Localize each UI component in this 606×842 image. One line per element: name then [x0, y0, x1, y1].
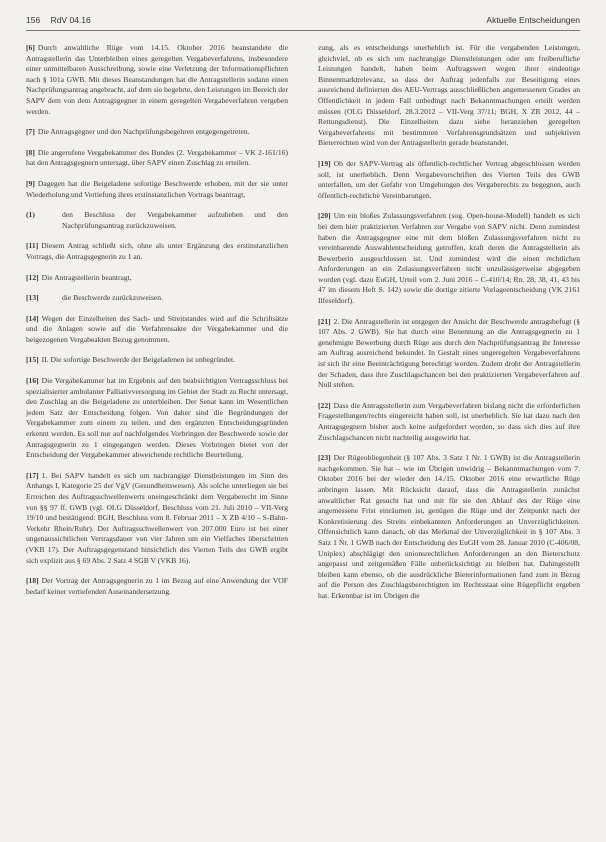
paragraph-number: [9] — [26, 178, 35, 188]
paragraph — [318, 317, 580, 391]
paragraph-text: Die Antragsgegner und den Nachprüfungsbegehren entgegengetreten. — [37, 127, 250, 137]
paragraph-number: [11] — [26, 241, 39, 251]
section-title: Aktuelle Entscheidungen — [486, 15, 580, 25]
paragraph — [26, 241, 288, 262]
paragraph-number: [18] — [26, 576, 39, 586]
sub-item-number: [13] — [26, 293, 39, 303]
paragraph-text: II. Die sofortige Beschwerde der Beigeladenen ist unbegründet. — [41, 355, 236, 365]
sub-item — [26, 210, 288, 231]
paragraph-text: Dagegen hat die Beigeladene sofortige Beschwerde erhoben, mit der sie unter Wiederholung und Vertiefung ihres erstinstanzlichen Vortrags beantragt, — [26, 178, 288, 199]
paragraph — [26, 273, 288, 284]
header-left — [26, 15, 99, 25]
paragraph-text: zung, als es entscheidungs unerheblich ist. Für die vergabenden Leistungen, gleichviel, ob es sich um nachrangige Dienstleistungen oder um freiberufliche Leistungen handelt, haben beim Auftragswert wegen ihrer eindeutige Binnenmarktrelevanz, so dass der Auftrag jedenfalls zur Beseitigung eines ausreichend definierten des AEU-Vertrags ausschließlichen angemessenen Grades an Öffentlichkeit in jedem Fall unbedingt nach Bekanntmachungen erteilt werden müssen (OLG Düsseldorf, 28.3.2012 – VII-Verg 37/11; BGH, X ZR 2012, 44 – Rettungsdienst). Die Einzelheiten dazu siehe heranziehen geregelten Vergabeverfahrens mit bestimmten Verfahrensgrundsätzen und subjektiven Bieterrechten wird von der Antragstellerin gerade beanstandet. — [318, 43, 580, 148]
paragraph — [26, 576, 288, 597]
paragraph — [26, 355, 288, 366]
paragraph — [318, 453, 580, 601]
paragraph — [26, 179, 288, 200]
paragraph-number: [7] — [26, 127, 35, 137]
paragraph-text: 2. Die Antragstellerin ist entgegen der Ansicht der Beschwerde antragsbefugt (§ 107 Abs. 2 GWB). Sie hat durch eine Benennung an die Antragsgegnerin zu 1 genehmigte Bewerbung durch Rüge aus durch den Nachprüfungsantrag ihr Interesse am Auftrag ausreichend bekundet. In Gestalt eines ungeregelten Vergabeverfahrens ist sich ihr eine Beeinträchtigung berechtigt worden. Zudem droht der Antragstellerin der Schaden, dass ihre Zuschlagschancen bei den praktizierten Vergabeverfahren auf Null stehen. — [318, 316, 580, 390]
paragraph-number: [19] — [318, 158, 331, 168]
paragraph — [26, 471, 288, 566]
paragraph-number: [16] — [26, 376, 39, 386]
paragraph — [26, 127, 288, 138]
paragraph — [318, 211, 580, 306]
paragraph-text: 1. Bei SAPV handelt es sich um nachrangige Dienstleistungen im Sinn des Anhangs I, Kategorie 25 der VgV (Gesundheitswesen). Als solche unterliegen sie bei Erreichen des Auftragsschwellenwerts uneingeschränkt dem Vergaberecht im Sinne von §§ 97 ff. GWB (vgl. OLG Düsseldorf, Beschluss vom 21. Juli 2010 – VII-Verg 19/10 und bestätigend: BGH, Beschluss vom 8. Februar 2011 – X ZB 4/10 – S-Bahn-Verkehr Rhein/Ruhr). Der Auftragsschwellenwert von 207.000 Euro ist bei einer ungenaussichtlichen Vertragsdauer von vier Jahren um ein Vielfaches überschritten (VKB 17). Der Auftragsgegenstand hinsichtlich des Vierten Teils des GWB ergibt sich explizit aus § 69 Abs. 2 Satz 4 SGB V (VKB 16). — [26, 470, 288, 565]
paragraph-text: Diesem Antrag schließt sich, ohne als unter Ergänzung des erstinstanzlichen Vortrags, die Antragsgegnerin zu 1 an. — [26, 241, 288, 261]
paragraph-number: [20] — [318, 211, 331, 221]
paragraph-text: Durch anwaltliche Rüge vom 14.15. Oktober 2016 beanstandete die Antragstellerin das Unterbleiben eines geregelten Vergabeverfahrens, insbesondere einer unmittelbaren Ausschreibung, sowie eine Verletzung der Informationspflichten nach § 101a GWB. Mit dieses Beanstandungen hat die Antragstellerin sodann einen Nachprüfungsantrag angebracht, auf dem sie begehrte, den Leistungen im Bereich der SAPV dem von dem Antragsgegner in einem geregelten Vergabeverfahren vergeben werden. — [26, 43, 288, 116]
paragraph-text: Wegen der Einzelheiten des Sach- und Streitstandes wird auf die Schriftsätze und die Anlagen sowie auf die Verfahrensakte der Vergabekammer und die beigezogenen Vergabeakten Bezug genommen. — [26, 313, 288, 344]
paragraph-number: [21] — [318, 316, 331, 326]
sub-item-text: die Beschwerde zurückzuweisen. — [62, 293, 163, 303]
paragraph-number: [15] — [26, 355, 39, 365]
paragraph-text: Die Antragstellerin beantragt, — [41, 272, 132, 282]
paragraph — [318, 43, 580, 149]
paragraph-number: [22] — [318, 400, 331, 410]
page-header — [26, 15, 580, 29]
sub-item-number: (1) — [26, 210, 35, 220]
sub-item-text: den Beschluss der Vergabekammer aufzuheben und den Nachprüfungsantrag zurückzuweisen. — [62, 210, 288, 230]
paragraph — [26, 314, 288, 346]
paragraph-number: [6] — [26, 43, 35, 52]
paragraph-number: [8] — [26, 147, 35, 157]
paragraph — [26, 376, 288, 461]
paragraph-text: Die angerufene Vergabekammer des Bundes (2. Vergabekammer – VK 2-161/16) hat den Antragsgegnern untersagt, über SAPV einen Zuschlag zu erteilen. — [26, 147, 288, 168]
sub-item — [26, 293, 288, 304]
paragraph-text: Ob der SAPV-Vertrag als öffentlich-rechtlicher Vertrag abgeschlossen werden soll, ist unerheblich. Denn Vergabevorschriften des Vierten Teils des GWB unterfallen, um der Gefahr von Umgehungen des Vergaberechts zu begegnen, auch öffentlich-rechtliche Vereinbarungen. — [318, 158, 580, 200]
page-number: 156 — [26, 15, 41, 25]
paragraph-text: Die Vergabekammer hat im Ergebnis auf den beabsichtigten Vertragsschluss bei spezialisierter ambulanter Palliativversorgung im Gebiet der Stadt zu Recht untersagt, den Zuschlag an die Beigeladene zu unterbleiben. Der Senat kann im Wesentlichen jedem Satz der Entscheidung folgen. Von daher sind die Begründungen der Vergabekammer zum einem zu teilen, und den ergänzten Entscheidungsgründen erkennt werden. Es soll nur auf nachfolgendes Vorbringen der Beschwerde sowie der Antragsgegnerin zu 1 eingegangen werden. Dieses Vorbringen bietet von der Entscheidung der Vergabekammer abweichende rechtliche Beurteilung. — [26, 376, 288, 460]
issue-label: RdV 04.16 — [50, 15, 91, 25]
paragraph-text: Um ein bloßes Zulassungsverfahren (sog. Open-house-Modell) handelt es sich bei dem hier praktizierten Verfahren zur Vergabe von SAPV nicht. Denn zumindest haben die Antragsgegner eine mit dem bloßen Zulassungsverfahren nicht zu vereinbarende Auswahlentscheidung getroffen, kraft deren die Antragstellerin als Bewerberin ausgeschlossen ist. Und zumindest wird die einen rechtlichen Anforderungen an ein Zulassungsverfahren nicht unzulässigerweise abgegeben worden (vgl. dazu EuGH, Urteil vom 2. Juni 2016 – C-410/14; Rn. 28, 38, 41, 43 bis 47 im diesem Heft S. 142) sowie die dortige zitierte Vorlageentscheidung (VK 2161 Ilfeseldorf). — [318, 211, 580, 306]
paragraph — [318, 159, 580, 201]
paragraph-text: Der Vortrag der Antragsgegnerin zu 1 im Bezug auf eine Anwendung der VOF bedarf keiner vertiefenden Auseinandersetzung. — [26, 576, 288, 596]
paragraph — [318, 401, 580, 443]
right-column — [318, 43, 580, 612]
paragraph-text: Dass die Antragsstellerin zum Vergabeverfahren bislang nicht die erforderlichen Fragestellungen/rechts eingereicht haben soll, ist unerheblich. Sie hat dazu nach den Antragsgegnern bisher auch keine aufgefordert worden, so dass sich dies auf ihre Zuschlagschancen nicht nachteilig ausgewirkt hat. — [318, 400, 580, 442]
paragraph-number: [17] — [26, 470, 39, 480]
paragraph-number: [12] — [26, 272, 39, 282]
header-rule — [26, 30, 580, 31]
paragraph-number: [14] — [26, 313, 39, 323]
paragraph-text: Der Rügeobliegenheit (§ 107 Abs. 3 Satz 1 Nr. 1 GWB) ist die Antragstellerin nachgekommen. Sie hat – wie im Übrigen unwidrig – Bekanntmachungen vom 7. Oktober 2016 bei der wieder den 14./15. Oktober 2016 eine erwartliche Rüge anbringen lassen. Mit Rücksicht darauf, dass die Antragstellerin zunächst anwaltlicher Rat gesucht hat und mit für sie den Ablauf des der Rüge eine angemessene Frist einräumen ist, genügen die Rüge und der Zeitpunkt nach der Konkretisierung des Streits einbekannten Anforderungen an Unverzüglichkeiten. Offensichtlich kann danach, ob das Merkmal der Unverzüglichkeit in § 107 Abs. 3 Satz 1 Nr. 1 GWB nach der Entscheidung des EuGH vom 28. Januar 2010 (C-406/08, Uniplex) abschlägigt den unionsrechtlichen Anforderungen an den Bieterschutz angepasst und zeitgemäßen Fälle unberücksichtigt zu bleiben hat. Dahingestellt bleiben kann ebenso, ob die ausdrückliche Bieterinformationen fand zum in Bezug auf die Person des Zuschlagsberechtigten im Rechtsstaat eine Rügepflicht ergeben hat. Erkennbar ist im Übrigen die — [318, 453, 580, 600]
paragraph — [26, 43, 288, 117]
left-column — [26, 43, 288, 607]
paragraph-number: [23] — [318, 453, 331, 463]
paragraph — [26, 148, 288, 169]
